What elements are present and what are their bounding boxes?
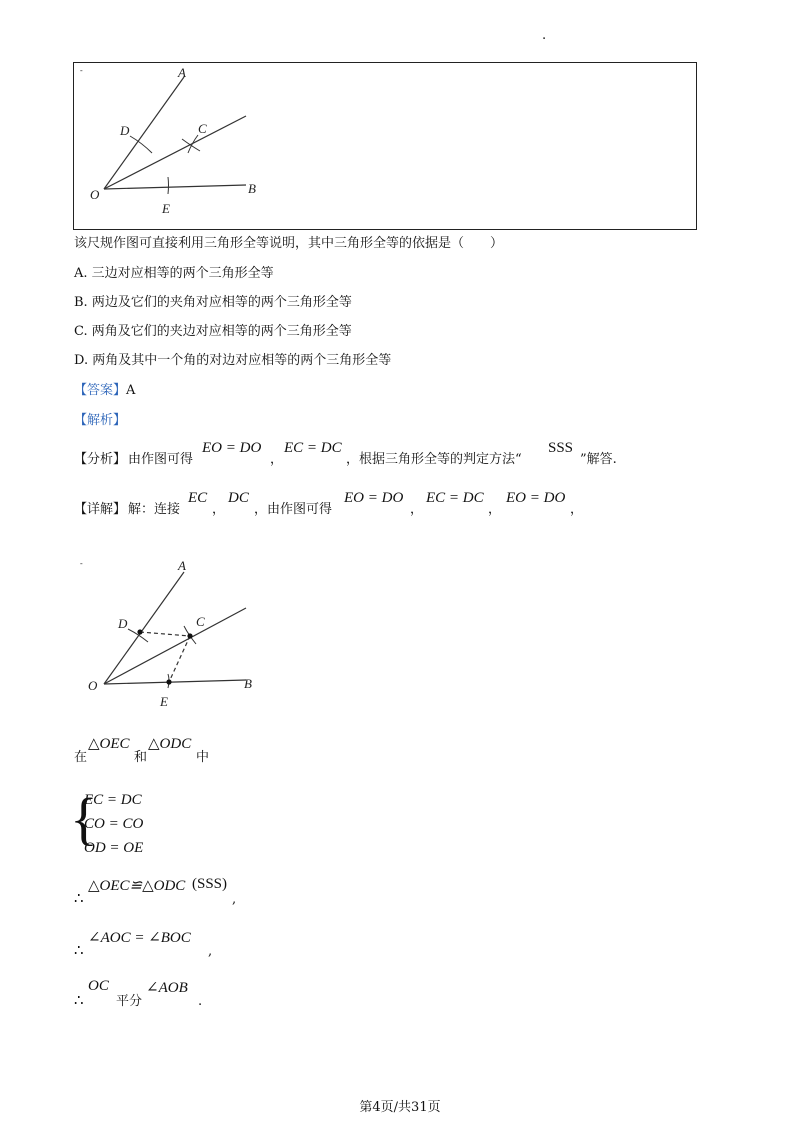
label-e-2: E [160,694,168,709]
segment-dc [140,632,190,636]
label-d-2: D [118,616,128,631]
label-b: B [248,181,256,196]
page-number: 第4页/共31页 [359,1100,441,1115]
ray-ob-2 [104,680,246,684]
ray-ob [104,185,246,189]
segment-ec [169,636,190,682]
label-o-2: O [88,678,98,693]
ray-oa [104,77,184,189]
point-c [187,633,192,638]
label-c: C [198,121,207,136]
figure2 [76,556,276,716]
answer-value: A [126,383,136,398]
label-o: O [90,187,100,202]
eq-3: OD = OE [84,840,144,856]
label-a-2: A [178,558,186,573]
label-a: A [178,65,186,80]
eq-2: CO = CO [84,816,144,832]
eq-1: EC = DC [84,792,142,808]
left-brace: { [70,786,98,851]
header-dot: . [542,28,547,43]
arc-e [168,177,169,194]
option-d: D. 两角及其中一个角的对边对应相等的两个三角形全等 [74,353,392,368]
arc-d [130,136,152,153]
point-e [166,679,171,684]
option-a: A. 三边对应相等的两个三角形全等 [74,266,274,281]
answer-tag: 【答案】 [74,383,127,398]
svg-text:-: - [80,66,83,75]
ray-oa-2 [104,572,184,684]
equation-system [70,786,194,862]
figure-frame [73,62,697,230]
option-b: B. 两边及它们的夹角对应相等的两个三角形全等 [74,295,352,310]
label-e: E [162,201,170,216]
label-b-2: B [244,676,252,691]
question-stem: 该尺规作图可直接利用三角形全等说明，其中三角形全等的依据是（ ） [74,236,504,251]
option-c: C. 两角及它们的夹边对应相等的两个三角形全等 [74,324,352,339]
bisector-proof-figure [76,556,276,716]
answer-line [74,383,135,399]
label-c-2: C [196,614,205,629]
point-d [137,629,142,634]
svg-text:-: - [80,559,83,568]
label-d: D [120,123,130,138]
angle-bisector-figure [74,63,696,229]
analysis-tag: 【解析】 [74,413,127,428]
